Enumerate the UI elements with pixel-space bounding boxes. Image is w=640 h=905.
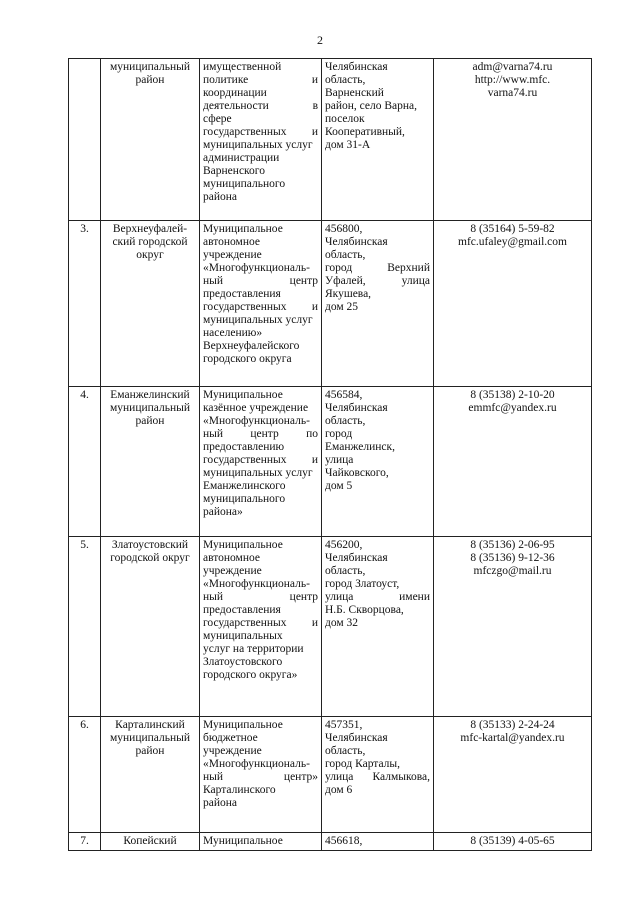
contacts-cell bbox=[434, 717, 592, 833]
table-row bbox=[69, 537, 592, 717]
address-cell-line: город bbox=[325, 428, 353, 440]
address-cell-line: район, село Варна, bbox=[325, 100, 418, 112]
contacts-cell-line: 8 (35136) 2-06-95 bbox=[470, 539, 555, 551]
page-number: 2 bbox=[317, 33, 323, 47]
institution-name-cell-line: автономное bbox=[203, 236, 260, 248]
contacts-cell bbox=[434, 537, 592, 717]
institution-name-cell-line: Верхнеуфалейского bbox=[203, 340, 300, 352]
contacts-cell-line: 8 (35133) 2-24-24 bbox=[470, 719, 555, 731]
address-cell-line: Челябинская bbox=[325, 402, 388, 414]
mfc-registry-table bbox=[68, 58, 592, 851]
institution-name-cell-line: услуг на территории bbox=[203, 643, 304, 655]
institution-name-cell-line: Муниципальное bbox=[203, 835, 283, 847]
institution-name-cell-line: бюджетное bbox=[203, 732, 258, 744]
institution-name-cell-line: Муниципальное bbox=[203, 389, 283, 401]
municipality-cell bbox=[101, 833, 200, 851]
row-number bbox=[69, 59, 101, 221]
municipality-cell-line: Карталинский bbox=[115, 719, 185, 731]
municipality-cell-line: район bbox=[135, 415, 165, 427]
address-cell bbox=[322, 59, 434, 221]
contacts-cell-line: mfczgo@mail.ru bbox=[473, 565, 552, 577]
institution-name-cell-line: учреждение bbox=[203, 565, 262, 577]
table-row bbox=[69, 717, 592, 833]
institution-name-cell-line: муниципального bbox=[203, 178, 286, 190]
address-cell-line: 456618, bbox=[325, 835, 363, 847]
table-row bbox=[69, 833, 592, 851]
institution-name-cell-line: Варненского bbox=[203, 165, 265, 177]
institution-name-cell-line: государственных и bbox=[203, 301, 318, 313]
institution-name-cell-line: Златоустовского bbox=[203, 656, 283, 668]
address-cell bbox=[322, 221, 434, 387]
institution-name-cell-line: «Многофункциональ- bbox=[203, 415, 310, 427]
address-cell-line: город Златоуст, bbox=[325, 578, 400, 590]
institution-name-cell-line: государственных и bbox=[203, 617, 318, 629]
table-row bbox=[69, 59, 592, 221]
institution-name-cell-line: ный центр по bbox=[203, 428, 318, 440]
municipality-cell bbox=[101, 537, 200, 717]
address-cell-line: Якушева, bbox=[325, 288, 372, 300]
address-cell-line: Челябинская bbox=[325, 552, 388, 564]
contacts-cell-line: emmfc@yandex.ru bbox=[468, 402, 557, 414]
institution-name-cell-line: муниципальных услуг bbox=[203, 467, 313, 479]
municipality-cell-line: муниципальный bbox=[109, 732, 191, 744]
row-number: 7. bbox=[69, 833, 101, 851]
address-cell-line: Челябинская bbox=[325, 732, 388, 744]
contacts-cell-line: 8 (35139) 4-05-65 bbox=[470, 835, 555, 847]
institution-name-cell-line: предоставлению bbox=[203, 441, 285, 453]
institution-name-cell-line: городского округа» bbox=[203, 669, 298, 681]
registry-body bbox=[69, 59, 592, 851]
address-cell-line: дом 31-А bbox=[325, 139, 371, 151]
institution-name-cell-line: муниципальных услуг bbox=[203, 139, 313, 151]
institution-name-cell bbox=[200, 59, 322, 221]
address-cell-line: область, bbox=[325, 74, 366, 86]
address-cell-line: поселок bbox=[325, 113, 365, 125]
address-cell-line: дом 25 bbox=[325, 301, 359, 313]
municipality-cell-line: Златоустовский bbox=[111, 539, 189, 551]
contacts-cell bbox=[434, 221, 592, 387]
municipality-cell-line: городской округ bbox=[110, 552, 190, 564]
institution-name-cell-line: Муниципальное bbox=[203, 719, 283, 731]
address-cell-line: область, bbox=[325, 249, 366, 261]
row-number: 4. bbox=[69, 387, 101, 537]
institution-name-cell-line: района» bbox=[203, 506, 243, 518]
institution-name-cell bbox=[200, 717, 322, 833]
institution-name-cell-line: учреждение bbox=[203, 745, 262, 757]
institution-name-cell bbox=[200, 221, 322, 387]
municipality-cell-line: муниципальный bbox=[109, 402, 191, 414]
address-cell-line: Варненский bbox=[325, 87, 384, 99]
address-cell-line: Кооперативный, bbox=[325, 126, 405, 138]
institution-name-cell-line: района bbox=[203, 191, 238, 203]
municipality-cell-line: Копейский bbox=[123, 835, 177, 847]
address-cell-line: Челябинская bbox=[325, 61, 388, 73]
municipality-cell bbox=[101, 59, 200, 221]
contacts-cell bbox=[434, 387, 592, 537]
address-cell-line: дом 32 bbox=[325, 617, 359, 629]
institution-name-cell-line: предоставления bbox=[203, 288, 281, 300]
institution-name-cell-line: муниципального bbox=[203, 493, 286, 505]
institution-name-cell-line: государственных и bbox=[203, 126, 318, 138]
address-cell-line: улица bbox=[325, 454, 354, 466]
institution-name-cell-line: района bbox=[203, 797, 238, 809]
institution-name-cell-line: имущественной bbox=[203, 61, 282, 73]
institution-name-cell-line: Карталинского bbox=[203, 784, 276, 796]
address-cell-line: Еманжелинск, bbox=[325, 441, 395, 453]
address-cell-line: область, bbox=[325, 565, 366, 577]
address-cell-line: улица Калмыкова, bbox=[325, 771, 430, 783]
municipality-cell-line: округ bbox=[136, 249, 164, 261]
contacts-cell-line: http://www.mfc. bbox=[474, 74, 551, 86]
institution-name-cell-line: муниципальных bbox=[203, 630, 283, 642]
municipality-cell bbox=[101, 221, 200, 387]
contacts-cell-line: 8 (35164) 5-59-82 bbox=[470, 223, 555, 235]
institution-name-cell-line: Муниципальное bbox=[203, 223, 283, 235]
municipality-cell bbox=[101, 387, 200, 537]
address-cell-line: 456200, bbox=[325, 539, 363, 551]
institution-name-cell-line: ный центр bbox=[203, 591, 318, 603]
address-cell-line: дом 6 bbox=[325, 784, 353, 796]
address-cell-line: улица имени bbox=[325, 591, 430, 603]
table-row bbox=[69, 221, 592, 387]
contacts-cell-line: 8 (35136) 9-12-36 bbox=[470, 552, 555, 564]
address-cell-line: город Карталы, bbox=[325, 758, 401, 770]
institution-name-cell-line: деятельности в bbox=[203, 100, 318, 112]
municipality-cell-line: Еманжелинский bbox=[110, 389, 190, 401]
municipality-cell-line: муниципальный bbox=[109, 61, 191, 73]
address-cell-line: 456584, bbox=[325, 389, 363, 401]
institution-name-cell-line: «Многофункциональ- bbox=[203, 262, 310, 274]
address-cell-line: область, bbox=[325, 745, 366, 757]
address-cell bbox=[322, 387, 434, 537]
municipality-cell-line: район bbox=[135, 745, 165, 757]
address-cell-line: дом 5 bbox=[325, 480, 353, 492]
contacts-cell bbox=[434, 59, 592, 221]
contacts-cell bbox=[434, 833, 592, 851]
institution-name-cell bbox=[200, 387, 322, 537]
address-cell-line: Уфалей, улица bbox=[325, 275, 430, 287]
address-cell-line: область, bbox=[325, 415, 366, 427]
municipality-cell-line: Верхнеуфалей- bbox=[112, 223, 188, 235]
address-cell bbox=[322, 537, 434, 717]
institution-name-cell-line: координации bbox=[203, 87, 267, 99]
institution-name-cell-line: казённое учреждение bbox=[203, 402, 309, 414]
row-number: 6. bbox=[69, 717, 101, 833]
institution-name-cell-line: ный центр bbox=[203, 275, 318, 287]
institution-name-cell-line: «Многофункциональ- bbox=[203, 758, 310, 770]
address-cell-line: Н.Б. Скворцова, bbox=[325, 604, 404, 616]
address-cell-line: Челябинская bbox=[325, 236, 388, 248]
institution-name-cell-line: ный центр» bbox=[203, 771, 318, 783]
institution-name-cell-line: политике и bbox=[203, 74, 318, 86]
institution-name-cell-line: администрации bbox=[203, 152, 280, 164]
row-number: 3. bbox=[69, 221, 101, 387]
institution-name-cell-line: муниципальных услуг bbox=[203, 314, 313, 326]
row-number: 5. bbox=[69, 537, 101, 717]
institution-name-cell-line: Еманжелинского bbox=[203, 480, 286, 492]
institution-name-cell-line: предоставления bbox=[203, 604, 281, 616]
municipality-cell-line: ский городской bbox=[112, 236, 188, 248]
address-cell-line: Чайковского, bbox=[325, 467, 389, 479]
institution-name-cell-line: сфере bbox=[203, 113, 232, 125]
institution-name-cell bbox=[200, 833, 322, 851]
contacts-cell-line: varna74.ru bbox=[487, 87, 538, 99]
institution-name-cell-line: «Многофункциональ- bbox=[203, 578, 310, 590]
contacts-cell-line: mfc.ufaley@gmail.com bbox=[458, 236, 567, 248]
institution-name-cell-line: учреждение bbox=[203, 249, 262, 261]
municipality-cell bbox=[101, 717, 200, 833]
institution-name-cell-line: автономное bbox=[203, 552, 260, 564]
institution-name-cell-line: государственных и bbox=[203, 454, 318, 466]
contacts-cell-line: 8 (35138) 2-10-20 bbox=[470, 389, 555, 401]
address-cell-line: город Верхний bbox=[325, 262, 430, 274]
institution-name-cell-line: Муниципальное bbox=[203, 539, 283, 551]
institution-name-cell-line: населению» bbox=[203, 327, 263, 339]
address-cell bbox=[322, 717, 434, 833]
contacts-cell-line: adm@varna74.ru bbox=[472, 61, 553, 73]
table-row bbox=[69, 387, 592, 537]
institution-name-cell bbox=[200, 537, 322, 717]
municipality-cell-line: район bbox=[135, 74, 165, 86]
institution-name-cell-line: городского округа bbox=[203, 353, 292, 365]
address-cell bbox=[322, 833, 434, 851]
address-cell-line: 457351, bbox=[325, 719, 363, 731]
address-cell-line: 456800, bbox=[325, 223, 363, 235]
contacts-cell-line: mfc-kartal@yandex.ru bbox=[460, 732, 565, 744]
